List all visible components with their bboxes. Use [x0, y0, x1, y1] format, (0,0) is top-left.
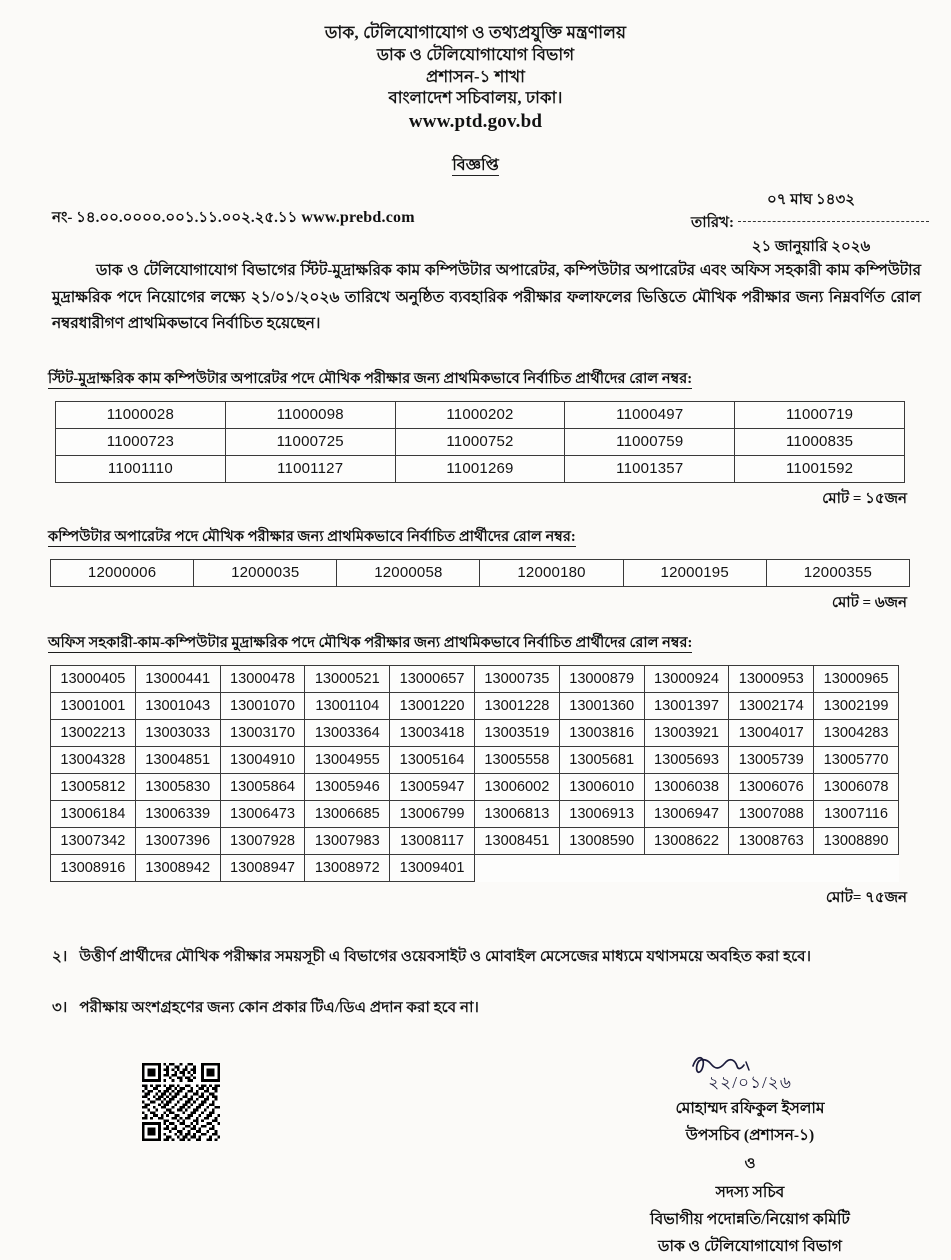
roll-number-cell: 13001104: [305, 692, 390, 719]
roll-number-cell: 13004328: [51, 746, 136, 773]
roll-number-cell: 13004910: [220, 746, 305, 773]
roll-table-3: [50, 665, 899, 882]
roll-number-cell: 13003170: [220, 719, 305, 746]
roll-number-cell: 13008947: [220, 854, 305, 881]
roll-number-cell: 13003364: [305, 719, 390, 746]
roll-number-cell: 13003519: [474, 719, 559, 746]
signatory-department: ডাক ও টেলিযোগাযোগ বিভাগ: [658, 1238, 842, 1256]
signature-block: [560, 1050, 940, 1260]
roll-number-cell: 13001070: [220, 692, 305, 719]
roll-table-3-body: [51, 665, 899, 881]
roll-number-cell: 11001110: [56, 455, 226, 482]
clause-3-text: পরীক্ষায় অংশগ্রহণের জন্য কোন প্রকার টিএ/ডিএ প্রদান করা হবে না।: [79, 998, 479, 1016]
date-label: তারিখ:: [691, 215, 734, 232]
website-url: www.ptd.gov.bd: [408, 111, 543, 133]
roll-number-cell: 13005693: [644, 746, 729, 773]
table-row: [51, 746, 899, 773]
memo-number-text: নং- ১৪.০০.০০০০.০০১.১১.০০২.২৫.১১: [52, 210, 298, 227]
roll-number-cell: 13001397: [644, 692, 729, 719]
roll-number-cell: 13006813: [474, 800, 559, 827]
roll-number-cell: 13000879: [559, 665, 644, 692]
roll-number-cell: 13001228: [474, 692, 559, 719]
table-row: [51, 854, 899, 881]
dashed-rule: [738, 221, 929, 222]
memo-number: [52, 206, 415, 231]
roll-number-cell: 13007396: [135, 827, 220, 854]
roll-number-cell: 13000924: [644, 665, 729, 692]
roll-number-cell: 13001043: [135, 692, 220, 719]
roll-number-cell: 13001220: [390, 692, 475, 719]
roll-number-cell: 13000953: [729, 665, 814, 692]
roll-number-cell: 12000058: [337, 559, 480, 586]
english-date: ২১ জানুয়ারি ২০২৬: [751, 239, 871, 256]
roll-number-cell: 11001269: [395, 455, 565, 482]
roll-number-cell: 12000035: [194, 559, 337, 586]
roll-number-cell: 13006076: [729, 773, 814, 800]
roll-number-cell: 13005681: [559, 746, 644, 773]
roll-number-cell: 13003033: [135, 719, 220, 746]
handwritten-signature: [560, 1050, 940, 1096]
notice-title-text: বিজ্ঞপ্তি: [452, 157, 499, 175]
empty-cell: [814, 854, 899, 881]
roll-number-cell: 13008451: [474, 827, 559, 854]
section-heading-3: [48, 632, 921, 656]
roll-number-cell: 13006339: [135, 800, 220, 827]
roll-number-cell: 13006947: [644, 800, 729, 827]
clause-2: [52, 945, 923, 969]
roll-number-cell: 13008942: [135, 854, 220, 881]
qr-code-icon: [142, 1063, 220, 1141]
notice-title: [0, 152, 951, 179]
roll-number-cell: 13005558: [474, 746, 559, 773]
roll-number-cell: 12000180: [480, 559, 623, 586]
roll-number-cell: 13006473: [220, 800, 305, 827]
roll-number-cell: 11000759: [565, 428, 735, 455]
signatory-committee: বিভাগীয় পদোন্নতি/নিয়োগ কমিটি: [650, 1211, 850, 1229]
roll-number-cell: 13008590: [559, 827, 644, 854]
roll-number-cell: 13004955: [305, 746, 390, 773]
document-footer: [0, 1050, 951, 1256]
roll-number-cell: 13005164: [390, 746, 475, 773]
roll-number-cell: 13006078: [814, 773, 899, 800]
date-label-row: [691, 211, 931, 236]
section-heading-2-text: কম্পিউটার অপারেটর পদে মৌখিক পরীক্ষার জন্য প্রাথমিকভাবে নির্বাচিত প্রার্থীদের রোল নম্বর:: [48, 528, 576, 545]
roll-number-cell: 13007116: [814, 800, 899, 827]
table-row: [51, 773, 899, 800]
section-heading-2: [48, 526, 921, 550]
clause-3: [52, 996, 923, 1020]
roll-number-cell: 13006685: [305, 800, 390, 827]
roll-number-cell: 13005946: [305, 773, 390, 800]
roll-number-cell: 11000725: [225, 428, 395, 455]
roll-table-2-wrap: [50, 559, 951, 587]
roll-number-cell: 13001001: [51, 692, 136, 719]
roll-number-cell: 11000719: [735, 401, 905, 428]
roll-number-cell: 13000657: [390, 665, 475, 692]
table-row: [51, 692, 899, 719]
division-name: ডাক ও টেলিযোগাযোগ বিভাগ: [376, 45, 575, 65]
signature-date: ২২/০১/২৬: [708, 1073, 792, 1093]
roll-number-cell: 13006010: [559, 773, 644, 800]
roll-number-cell: 13005830: [135, 773, 220, 800]
table-row: [51, 827, 899, 854]
roll-number-cell: 11001127: [225, 455, 395, 482]
roll-number-cell: 13006002: [474, 773, 559, 800]
roll-number-cell: 13003921: [644, 719, 729, 746]
roll-number-cell: 13007342: [51, 827, 136, 854]
roll-number-cell: 13005947: [390, 773, 475, 800]
empty-cell: [474, 854, 559, 881]
table-row: [56, 428, 905, 455]
clause-2-text: উত্তীর্ণ প্রার্থীদের মৌখিক পরীক্ষার সময়সূচী এ বিভাগের ওয়েবসাইট ও মোবাইল মেসেজের মাধ্যমে যথাসময়ে অবহিত করা হবে।: [79, 947, 812, 965]
roll-table-1-wrap: [55, 401, 951, 483]
roll-number-cell: 13009401: [390, 854, 475, 881]
clause-2-number: ২।: [52, 947, 68, 965]
roll-number-cell: 13007088: [729, 800, 814, 827]
roll-number-cell: 13008117: [390, 827, 475, 854]
section-heading-1-text: স্টিট-মুদ্রাক্ষরিক কাম কম্পিউটার অপারেটর পদে মৌখিক পরীক্ষার জন্য প্রাথমিকভাবে নির্বাচিত প্রার্থীদের রোল নম্বর:: [48, 370, 693, 387]
roll-number-cell: 13008916: [51, 854, 136, 881]
roll-number-cell: 13006038: [644, 773, 729, 800]
roll-number-cell: 13006184: [51, 800, 136, 827]
table-row: [51, 665, 899, 692]
roll-number-cell: 11000028: [56, 401, 226, 428]
roll-number-cell: 11000835: [735, 428, 905, 455]
roll-number-cell: 13000478: [220, 665, 305, 692]
total-2: মোট = ৬জন: [831, 594, 907, 611]
date-block: [691, 188, 931, 260]
roll-number-cell: 13000965: [814, 665, 899, 692]
table-row: [51, 559, 910, 586]
memo-date-row: [0, 188, 951, 256]
table-row: [56, 455, 905, 482]
branch-name: প্রশাসন-১ শাখা: [425, 66, 525, 86]
qr-code-svg: [142, 1063, 220, 1141]
ministry-name: ডাক, টেলিযোগাযোগ ও তথ্যপ্রযুক্তি মন্ত্রণালয়: [324, 23, 627, 42]
roll-number-cell: 12000355: [766, 559, 909, 586]
roll-number-cell: 13007928: [220, 827, 305, 854]
roll-number-cell: 11000723: [56, 428, 226, 455]
table-row: [56, 401, 905, 428]
total-1: মোট = ১৫জন: [822, 490, 907, 507]
roll-number-cell: 13006913: [559, 800, 644, 827]
roll-number-cell: 11000497: [565, 401, 735, 428]
total-3: মোট= ৭৫জন: [825, 889, 907, 906]
roll-number-cell: 13006799: [390, 800, 475, 827]
empty-cell: [644, 854, 729, 881]
roll-table-2: [50, 559, 910, 587]
bangla-date: ০৭ মাঘ ১৪৩২: [767, 192, 855, 209]
roll-number-cell: 12000195: [623, 559, 766, 586]
roll-number-cell: 13003418: [390, 719, 475, 746]
roll-table-1-body: [56, 401, 905, 482]
roll-number-cell: 11000202: [395, 401, 565, 428]
empty-cell: [559, 854, 644, 881]
empty-cell: [729, 854, 814, 881]
address-line: বাংলাদেশ সচিবালয়, ঢাকা।: [388, 87, 563, 107]
body-paragraph: ডাক ও টেলিযোগাযোগ বিভাগের স্টিট-মুদ্রাক্ষরিক কাম কম্পিউটার অপারেটর, কম্পিউটার অপারেটর এবং অফিস সহকারী কাম কম্পিউটার মুদ্রাক্ষরিক পদে নিয়োগের লক্ষ্যে ২১/০১/২০২৬ তারিখে অনুষ্ঠিত ব্যবহারিক পরীক্ষার ফলাফলের ভিত্তিতে মৌখিক পরীক্ষার জন্য নিম্নবর্ণিত রোল নম্বরধারীগণ প্রাথমিকভাবে নির্বাচিত হয়েছেন।: [52, 262, 921, 333]
roll-number-cell: 13000735: [474, 665, 559, 692]
roll-number-cell: 13008622: [644, 827, 729, 854]
roll-number-cell: 13005812: [51, 773, 136, 800]
roll-number-cell: 13000441: [135, 665, 220, 692]
table-row: [51, 800, 899, 827]
roll-table-2-body: [51, 559, 910, 586]
roll-number-cell: 12000006: [51, 559, 194, 586]
roll-number-cell: 13008890: [814, 827, 899, 854]
roll-number-cell: 13008763: [729, 827, 814, 854]
roll-number-cell: 13001360: [559, 692, 644, 719]
roll-number-cell: 13002199: [814, 692, 899, 719]
roll-number-cell: 13008972: [305, 854, 390, 881]
signatory-conjunction: ও: [744, 1156, 756, 1173]
roll-table-3-wrap: [50, 665, 951, 882]
roll-number-cell: 13005739: [729, 746, 814, 773]
roll-number-cell: 11001592: [735, 455, 905, 482]
roll-number-cell: 13000521: [305, 665, 390, 692]
roll-number-cell: 13005770: [814, 746, 899, 773]
roll-number-cell: 13005864: [220, 773, 305, 800]
document-header: [0, 0, 951, 135]
roll-number-cell: 13002174: [729, 692, 814, 719]
table-row: [51, 719, 899, 746]
clause-3-number: ৩।: [52, 998, 68, 1016]
roll-number-cell: 13002213: [51, 719, 136, 746]
watermark-text: www.prebd.com: [301, 209, 415, 227]
signatory-designation: উপসচিব (প্রশাসন-১): [685, 1127, 815, 1145]
section-heading-3-text: অফিস সহকারী-কাম-কম্পিউটার মুদ্রাক্ষরিক পদে মৌখিক পরীক্ষার জন্য প্রাথমিকভাবে নির্বাচিত প্রার্থীদের রোল নম্বর:: [48, 634, 693, 651]
roll-number-cell: 13004283: [814, 719, 899, 746]
roll-number-cell: 13007983: [305, 827, 390, 854]
roll-number-cell: 13000405: [51, 665, 136, 692]
roll-table-1: [55, 401, 905, 483]
section-heading-1: [48, 368, 921, 392]
roll-number-cell: 13004851: [135, 746, 220, 773]
roll-number-cell: 13003816: [559, 719, 644, 746]
signatory-name: মোহাম্মদ রফিকুল ইসলাম: [675, 1100, 825, 1118]
roll-number-cell: 11000752: [395, 428, 565, 455]
roll-number-cell: 13004017: [729, 719, 814, 746]
roll-number-cell: 11000098: [225, 401, 395, 428]
signatory-role: সদস্য সচিব: [715, 1184, 785, 1202]
roll-number-cell: 11001357: [565, 455, 735, 482]
